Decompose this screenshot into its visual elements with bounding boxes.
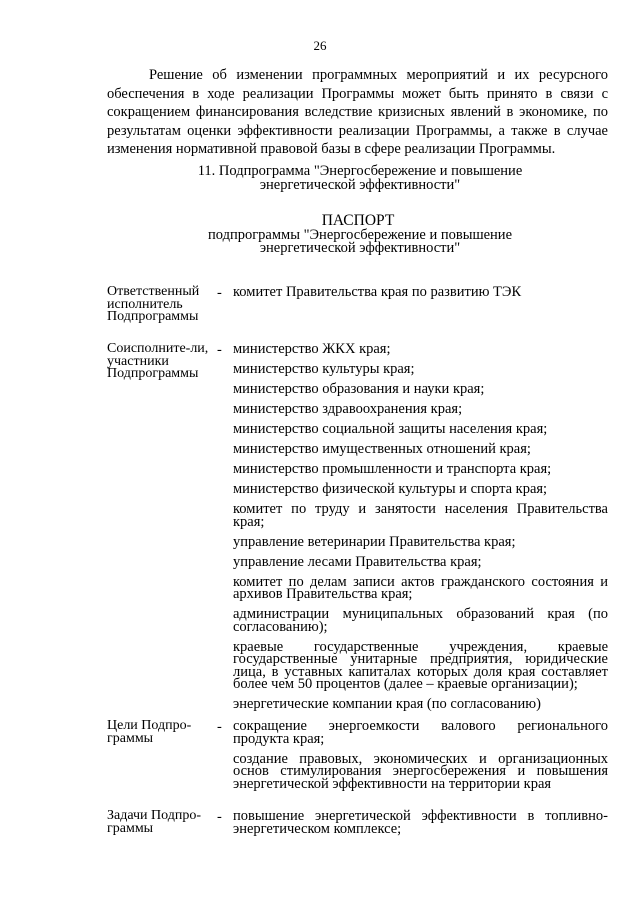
list-item: министерство образования и науки края; (233, 381, 485, 397)
list-item: управление лесами Правительства края; (233, 553, 482, 570)
list-item: министерство культуры края; (233, 361, 415, 377)
passport-subtitle-line: энергетической эффективности" (259, 240, 461, 256)
list-item: министерство социальной защиты населения края; (233, 421, 548, 437)
passport-subtitle-line: подпрограммы "Энергосбережение и повышение (207, 227, 513, 243)
intro-paragraph: Решение об изменении программных мероприятий и их ресурсного обеспечения в ходе реализации Программы может быть принято в связи с сокращением финансирования вследствие кризисных явлений в экономике, по результатам оценки эффективности реализации Программы, а также в случае изменения нормативной правовой базы в сфере реализации Программы. (107, 67, 608, 157)
row-dash: - (217, 809, 222, 825)
row-items (233, 810, 608, 843)
passport-subtitle (150, 229, 570, 255)
list-item: повышение энергетической эффективности в топливно-энергетическом комплексе; (233, 808, 608, 837)
row-label: Цели Подпро-граммы (107, 718, 192, 746)
passport-title: ПАСПОРТ (321, 212, 395, 229)
row-items (233, 720, 608, 798)
row-items (233, 343, 608, 718)
list-item: министерство здравоохранения края; (233, 401, 463, 417)
row-dash: - (217, 285, 222, 301)
list-item: краевые государственные учреждения, краевые государственные унитарные предприятия, юридические лица, в уставных капиталах которых доля края составляет более чем 50 процентов (далее – краевые организации); (233, 638, 608, 692)
list-item: комитет Правительства края по развитию ТЭК (233, 284, 522, 300)
list-item: создание правовых, экономических и организационных основ стимулирования энергосбережения и повышения энергетической эффективности на территории края (233, 750, 608, 792)
section-title (150, 164, 570, 192)
list-item: министерство физической культуры и спорта края; (233, 481, 548, 497)
page-number: 26 (313, 38, 327, 53)
list-item: комитет по делам записи актов гражданского состояния и архивов Правительства края; (233, 573, 608, 602)
row-label: Соисполните-ли, участники Подпрограммы (107, 341, 209, 381)
list-item: администрации муниципальных образований края (по согласованию); (233, 606, 608, 635)
row-dash: - (217, 342, 222, 358)
row-dash: - (217, 719, 222, 735)
list-item: энергетические компании края (по согласованию) (233, 696, 541, 712)
section-title-line: 11. Подпрограмма "Энергосбережение и повышение (197, 163, 523, 179)
row-label: Ответственный исполнитель Подпрограммы (107, 284, 200, 324)
row-label: Задачи Подпро-граммы (107, 808, 202, 836)
list-item: министерство промышленности и транспорта края; (233, 461, 552, 477)
row-items (233, 286, 608, 306)
list-item: сокращение энергоемкости валового регионального продукта края; (233, 718, 608, 747)
list-item: министерство ЖКХ края; (233, 341, 391, 357)
list-item: управление ветеринарии Правительства края; (233, 533, 516, 550)
list-item: министерство имущественных отношений края; (233, 441, 531, 457)
list-item: комитет по труду и занятости населения Правительства края; (233, 501, 608, 530)
section-title-line: энергетической эффективности" (259, 177, 461, 193)
